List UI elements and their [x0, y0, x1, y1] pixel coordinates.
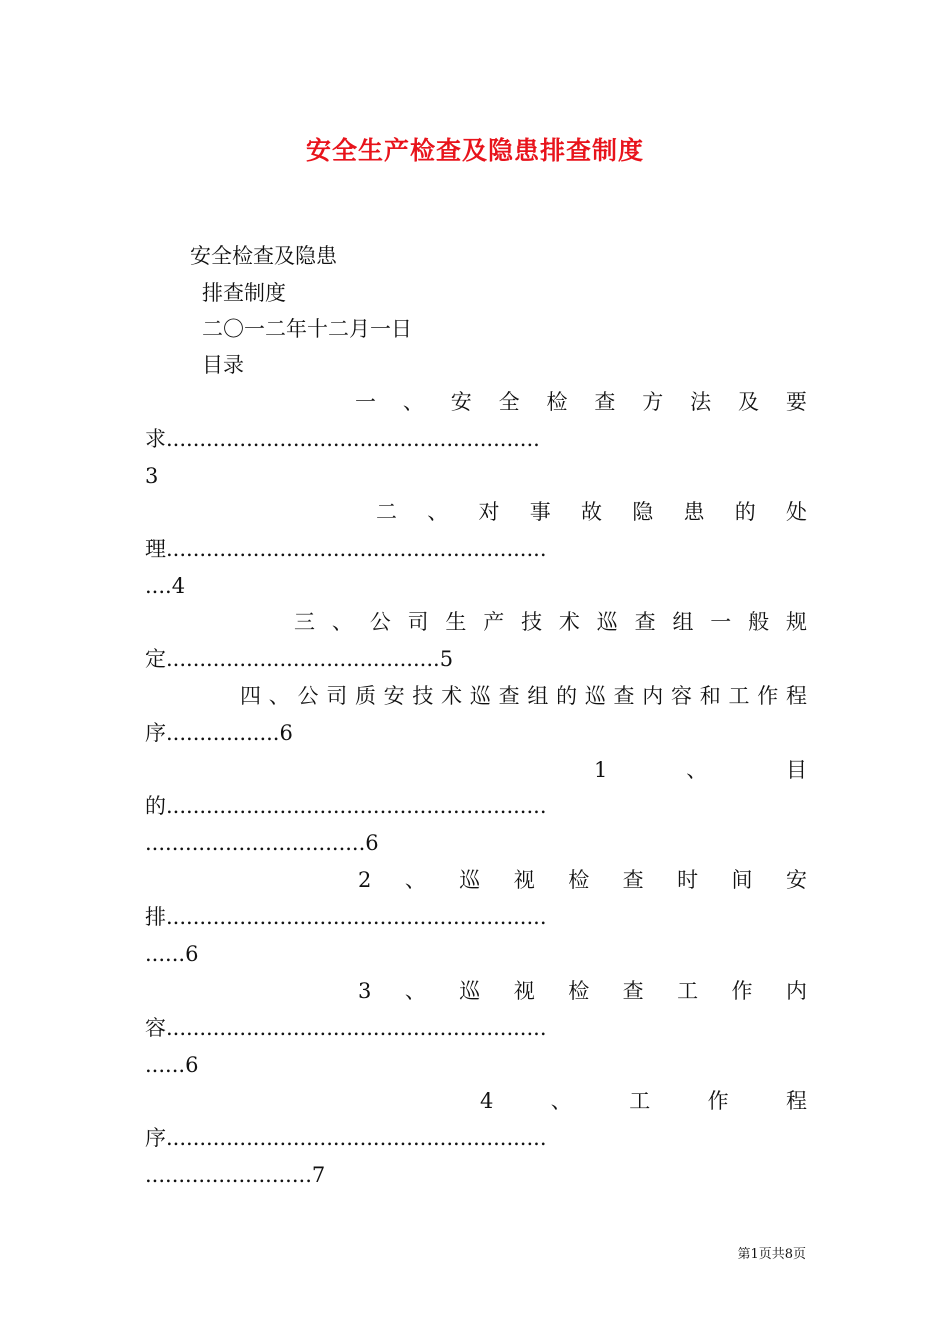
toc-label-char: 4 — [480, 1089, 494, 1113]
toc-label-char: 程 — [786, 1089, 807, 1113]
toc-entry-1-cont: 求 — [145, 427, 166, 451]
toc-entry-2-page: 4 — [171, 574, 186, 598]
toc-label-char: 巡 — [459, 868, 481, 892]
toc-entry-6-page: 6 — [185, 942, 199, 966]
toc-entry-6-dots-2: ...... — [145, 942, 186, 966]
toc-entry-3-cont: 定 — [145, 647, 166, 671]
toc-entry-8-label[interactable] — [480, 1087, 807, 1115]
toc-entry-7-page: 6 — [185, 1053, 199, 1077]
toc-label-char: 产 — [483, 610, 505, 634]
toc-entry-3-page: 5 — [439, 647, 454, 671]
toc-label-char: 规 — [785, 610, 807, 634]
toc-label-char: 事 — [529, 500, 551, 524]
toc-entry-6-line — [145, 903, 547, 931]
toc-entry-2-label[interactable] — [376, 498, 807, 526]
toc-label-char: 巡 — [596, 610, 618, 634]
toc-entry-1-page: 3 — [145, 464, 159, 488]
toc-label-char: 内 — [786, 979, 807, 1003]
toc-label-char: 视 — [513, 868, 535, 892]
toc-label-char: 程 — [785, 684, 807, 708]
toc-label-char: 技 — [412, 684, 434, 708]
toc-label-char: 四 — [240, 684, 261, 708]
toc-label-char: 容 — [671, 684, 693, 708]
toc-entry-1-dots: ........................................................ — [166, 427, 540, 451]
toc-label-char: 、 — [550, 1089, 572, 1113]
toc-label-char: 作 — [731, 979, 753, 1003]
toc-entry-7-tail — [145, 1051, 198, 1079]
toc-entry-7-label[interactable] — [358, 977, 807, 1005]
toc-label-char: 安 — [786, 868, 807, 892]
toc-label-char: 、 — [427, 500, 449, 524]
toc-entry-6-label[interactable] — [358, 866, 807, 894]
toc-label-char: 工 — [728, 684, 750, 708]
toc-label-char: 术 — [441, 684, 463, 708]
toc-label-char: 作 — [707, 1089, 729, 1113]
toc-label-char: 要 — [785, 390, 807, 414]
toc-label-char: 查 — [622, 979, 644, 1003]
toc-entry-4-page: 6 — [279, 721, 293, 745]
toc-label-char: 术 — [558, 610, 580, 634]
toc-entry-5-dots-2: ................................. — [145, 831, 366, 855]
toc-entry-6-tail — [145, 940, 198, 968]
toc-label-char: 故 — [581, 500, 602, 524]
toc-label-char: 安 — [450, 390, 472, 414]
toc-entry-8-cont: 序 — [145, 1126, 166, 1150]
toc-label-char: 方 — [642, 390, 664, 414]
toc-entry-8-dots-2: ......................... — [145, 1163, 312, 1187]
toc-entry-4-label[interactable] — [240, 682, 807, 710]
toc-entry-7-dots: ......................................................... — [166, 1016, 547, 1040]
toc-label-char: 司 — [407, 610, 429, 634]
toc-entry-2-cont: 理 — [145, 537, 166, 561]
toc-label-char: 生 — [445, 610, 467, 634]
toc-entry-4-cont: 序 — [145, 721, 166, 745]
toc-label-char: 一 — [710, 610, 732, 634]
toc-label-char: 查 — [622, 868, 644, 892]
toc-label-char: 公 — [297, 684, 319, 708]
toc-label-char: 检 — [568, 979, 590, 1003]
toc-label-char: 、 — [268, 684, 290, 708]
toc-label-char: 检 — [568, 868, 590, 892]
toc-entry-8-page: 7 — [311, 1163, 326, 1187]
toc-entry-3-line — [145, 645, 453, 673]
toc-label-char: 一 — [355, 390, 376, 414]
toc-entry-5-cont: 的 — [145, 794, 166, 818]
toc-label-char: 巡 — [459, 979, 481, 1003]
toc-entry-4-dots: ................. — [166, 721, 280, 745]
toc-entry-7-cont: 容 — [145, 1016, 166, 1040]
toc-entry-2-dots-2: .... — [145, 574, 172, 598]
toc-label-char: 的 — [734, 500, 756, 524]
toc-label-char: 目 — [786, 758, 807, 782]
toc-label-char: 法 — [690, 390, 712, 414]
toc-entry-3-label[interactable] — [294, 608, 807, 636]
toc-label-char: 隐 — [632, 500, 654, 524]
toc-entry-5-page: 6 — [365, 831, 379, 855]
toc-entry-5-tail — [145, 829, 379, 857]
toc-label-char: 司 — [326, 684, 348, 708]
toc-entry-5-label[interactable] — [594, 756, 807, 784]
toc-entry-5-dots: ......................................................... — [166, 794, 547, 818]
toc-entry-7-dots-2: ...... — [145, 1053, 186, 1077]
toc-label-char: 时 — [677, 868, 699, 892]
toc-entry-6-dots: ......................................................... — [166, 905, 547, 929]
toc-entry-8-line — [145, 1124, 547, 1152]
page-footer: 第1页共8页 — [737, 1247, 806, 1262]
toc-label-char: 患 — [683, 500, 705, 524]
toc-entry-1-label[interactable] — [355, 388, 807, 416]
toc-label-char: 内 — [642, 684, 664, 708]
toc-entry-2-dots: ......................................................... — [166, 537, 547, 561]
toc-label-char: 查 — [498, 684, 520, 708]
toc-entry-4-line — [145, 719, 293, 747]
toc-label-char: 、 — [686, 758, 708, 782]
toc-label-char: 工 — [677, 979, 699, 1003]
toc-label-char: 、 — [331, 610, 353, 634]
toc-label-char: 检 — [546, 390, 568, 414]
toc-entry-8-tail — [145, 1161, 325, 1189]
toc-label-char: 2 — [358, 868, 372, 892]
toc-label-char: 处 — [786, 500, 807, 524]
toc-entry-6-cont: 排 — [145, 905, 166, 929]
toc-label-char: 查 — [594, 390, 616, 414]
toc-label-char: 1 — [594, 758, 608, 782]
toc-entry-8-dots: ......................................................... — [166, 1126, 547, 1150]
cover-line-2: 排查制度 — [202, 281, 286, 305]
toc-label-char: 工 — [629, 1089, 651, 1113]
toc-entry-2-line — [145, 535, 547, 563]
toc-entry-5-line — [145, 792, 547, 820]
toc-entry-3-dots: ......................................... — [166, 647, 440, 671]
toc-label-char: 查 — [613, 684, 635, 708]
toc-label-char: 间 — [731, 868, 753, 892]
cover-line-1: 安全检查及隐患 — [190, 244, 337, 268]
toc-label-char: 和 — [699, 684, 721, 708]
toc-label-char: 查 — [634, 610, 656, 634]
toc-label-char: 全 — [498, 390, 520, 414]
toc-label-char: 、 — [402, 390, 424, 414]
toc-label-char: 及 — [738, 390, 759, 414]
toc-label-char: 公 — [369, 610, 391, 634]
toc-label-char: 对 — [478, 500, 500, 524]
cover-line-3: 二〇一二年十二月一日 — [202, 317, 412, 341]
toc-label-char: 技 — [521, 610, 543, 634]
toc-label-char: 、 — [404, 979, 426, 1003]
toc-label-char: 巡 — [469, 684, 491, 708]
toc-entry-2-tail — [145, 572, 185, 600]
toc-entry-7-line — [145, 1014, 547, 1042]
toc-label-char: 巡 — [584, 684, 606, 708]
toc-label-char: 组 — [527, 684, 549, 708]
toc-heading: 目录 — [202, 353, 244, 377]
document-title: 安全生产检查及隐患排查制度 — [305, 136, 644, 165]
toc-label-char: 作 — [757, 684, 779, 708]
toc-label-char: 的 — [556, 684, 578, 708]
toc-label-char: 、 — [404, 868, 426, 892]
toc-label-char: 组 — [672, 610, 694, 634]
toc-label-char: 视 — [513, 979, 535, 1003]
toc-label-char: 二 — [376, 500, 397, 524]
toc-label-char: 般 — [748, 610, 770, 634]
toc-entry-1-line — [145, 425, 540, 453]
toc-label-char: 质 — [354, 684, 376, 708]
toc-label-char: 三 — [294, 610, 315, 634]
toc-label-char: 安 — [383, 684, 405, 708]
toc-label-char: 3 — [358, 979, 372, 1003]
